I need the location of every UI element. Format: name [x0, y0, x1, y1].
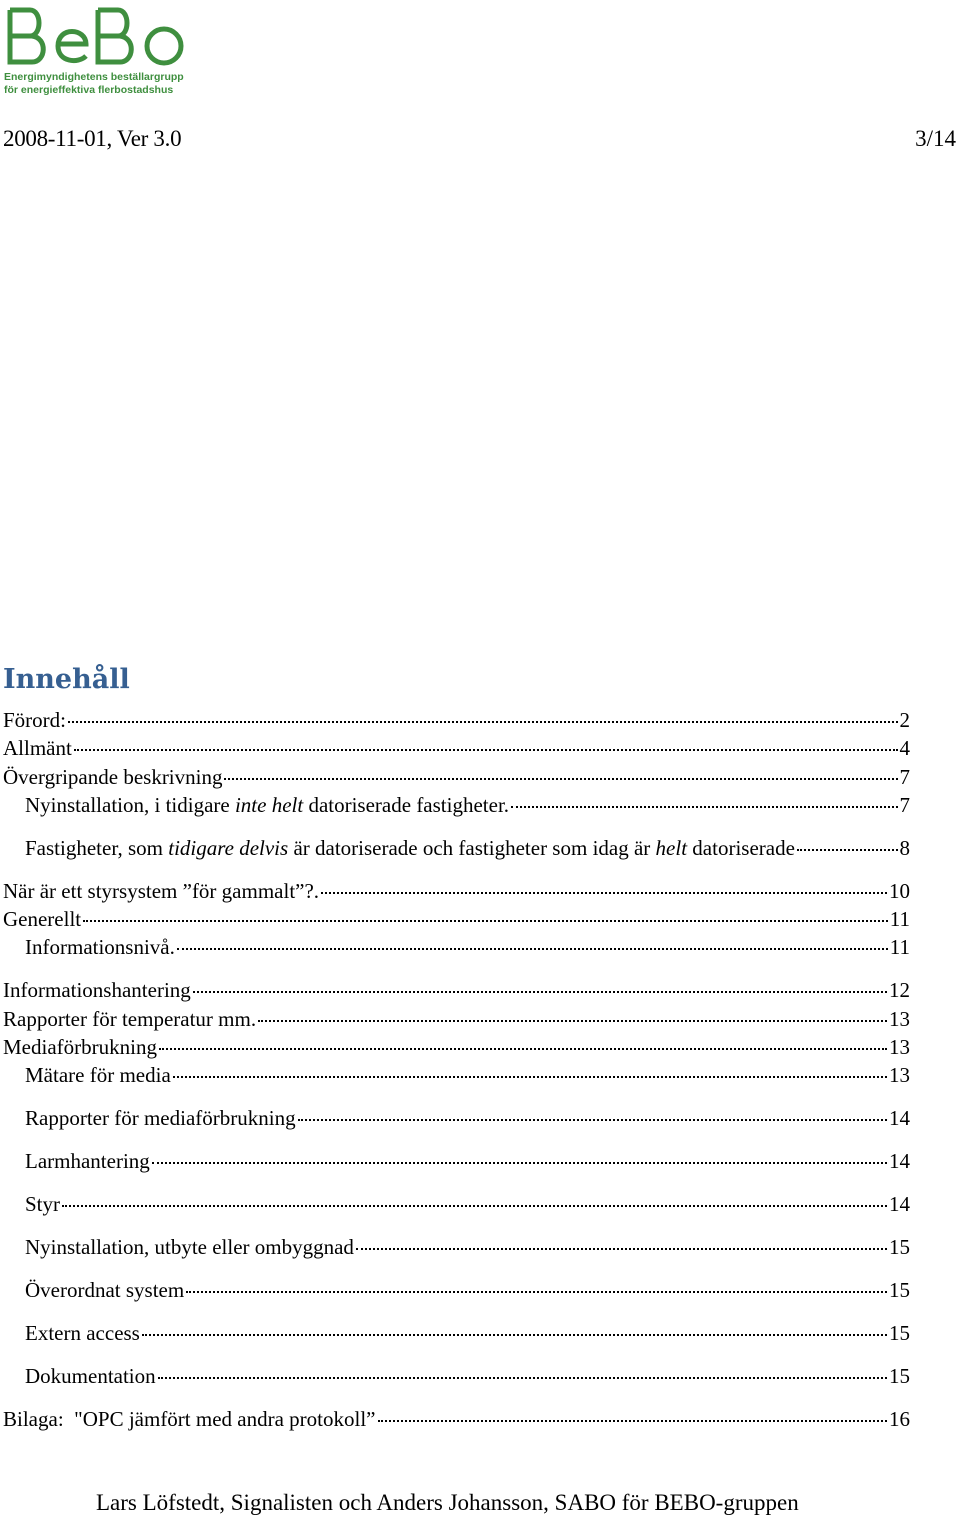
toc-dot-leader	[193, 991, 887, 993]
toc-entry-page: 15	[889, 1278, 910, 1302]
toc-entry-page: 14	[889, 1192, 910, 1216]
toc-entry-allmant[interactable]	[0, 735, 910, 761]
toc-entry-informationsniva[interactable]	[0, 934, 910, 960]
toc-dot-leader	[152, 1162, 887, 1164]
logo-tagline-1: Energimyndighetens beställargrupp	[4, 71, 184, 83]
toc-dot-leader	[62, 1205, 887, 1207]
toc-entry-text: Nyinstallation, utbyte eller ombyggnad	[25, 1235, 354, 1259]
toc-entry-nyinstallation-inte-helt[interactable]	[0, 792, 910, 818]
toc-entry-page: 7	[899, 793, 910, 817]
toc-dot-leader	[74, 749, 898, 751]
toc-entry-page: 14	[889, 1149, 910, 1173]
header-page-number: 3/14	[915, 126, 956, 151]
toc-entry-text: Larmhantering	[25, 1149, 150, 1173]
toc-entry-text: Generellt	[3, 907, 82, 931]
toc-title: Innehåll	[3, 664, 130, 695]
toc-dot-leader	[158, 1377, 887, 1379]
toc-entry-page: 13	[889, 1063, 910, 1087]
toc-dot-leader	[177, 948, 888, 950]
toc-entry-text: Överordnat system	[25, 1278, 185, 1302]
toc-entry-bilaga[interactable]	[0, 1406, 910, 1432]
toc-entry-rapporter-media[interactable]	[0, 1105, 910, 1131]
toc-dot-leader	[142, 1334, 887, 1336]
toc-entry-styr[interactable]	[0, 1191, 910, 1217]
toc-entry-text: Fastigheter, som tidigare delvis är datoriserade och fastigheter som idag är helt datoriserade	[25, 836, 795, 860]
toc-dot-leader	[68, 721, 898, 723]
toc-entry-nyinstallation-utbyte[interactable]	[0, 1234, 910, 1260]
toc-entry-overordnat-system[interactable]	[0, 1277, 910, 1303]
toc-dot-leader	[378, 1420, 888, 1422]
toc-entry-page: 2	[899, 708, 910, 732]
toc-entry-text: Informationshantering	[3, 978, 191, 1002]
toc-dot-leader	[321, 892, 887, 894]
toc-entry-page: 15	[889, 1364, 910, 1388]
toc-entry-page: 15	[889, 1321, 910, 1345]
toc-entry-page: 4	[899, 736, 910, 760]
toc-dot-leader	[298, 1119, 887, 1121]
logo-tagline-2: för energieffektiva flerbostadshus	[4, 84, 174, 96]
toc-entry-forord[interactable]	[0, 707, 910, 733]
toc-entry-page: 14	[889, 1106, 910, 1130]
toc-entry-page: 13	[889, 1035, 910, 1059]
toc-entry-page: 7	[899, 765, 910, 789]
toc-entry-generellt[interactable]	[0, 906, 910, 932]
toc-entry-text: Övergripande beskrivning	[3, 765, 223, 789]
toc-entry-text: Allmänt	[3, 736, 72, 760]
toc-entry-informationshantering[interactable]	[0, 977, 910, 1003]
toc-entry-text: Dokumentation	[25, 1364, 156, 1388]
toc-dot-leader	[173, 1076, 887, 1078]
toc-entry-rapporter-temperatur[interactable]	[0, 1006, 910, 1032]
toc-entry-page: 16	[889, 1407, 910, 1431]
toc-entry-page: 13	[889, 1007, 910, 1031]
toc-entry-text: Rapporter för mediaförbrukning	[25, 1106, 296, 1130]
toc-dot-leader	[186, 1291, 887, 1293]
toc-entry-mediaforbrukning[interactable]	[0, 1034, 910, 1060]
toc-entry-larmhantering[interactable]	[0, 1148, 910, 1174]
toc-entry-page: 11	[889, 935, 910, 959]
toc-entry-dokumentation[interactable]	[0, 1363, 910, 1389]
toc-entry-page: 15	[889, 1235, 910, 1259]
footer-authors: Lars Löfstedt, Signalisten och Anders Johansson, SABO för BEBO-gruppen	[96, 1490, 799, 1515]
toc-entry-text: Styr	[25, 1192, 61, 1216]
toc-dot-leader	[797, 849, 898, 851]
toc-entry-text: Mediaförbrukning	[3, 1035, 157, 1059]
toc-dot-leader	[258, 1020, 887, 1022]
toc-entry-text: Mätare för media	[25, 1063, 171, 1087]
toc-entry-overgripande[interactable]	[0, 764, 910, 790]
toc-dot-leader	[159, 1048, 887, 1050]
toc-entry-text: Bilaga: "OPC jämfört med andra protokoll”	[3, 1407, 376, 1431]
toc-dot-leader	[356, 1248, 887, 1250]
toc-entry-matare-for-media[interactable]	[0, 1062, 910, 1088]
toc-dot-leader	[224, 778, 897, 780]
toc-entry-extern-access[interactable]	[0, 1320, 910, 1346]
toc-entry-text: Rapporter för temperatur mm.	[3, 1007, 257, 1031]
toc-entry-text: Förord:	[3, 708, 66, 732]
toc-entry-text: Informationsnivå.	[25, 935, 175, 959]
toc-entry-for-gammalt[interactable]	[0, 878, 910, 904]
header-date-version: 2008-11-01, Ver 3.0	[3, 126, 182, 151]
toc-entry-text: Nyinstallation, i tidigare inte helt datoriserade fastigheter.	[25, 793, 510, 817]
toc-entry-fastigheter-delvis[interactable]	[0, 835, 910, 861]
toc-entry-page: 10	[889, 879, 910, 903]
toc-entry-text: Extern access	[25, 1321, 140, 1345]
toc-entry-page: 11	[889, 907, 910, 931]
toc-dot-leader	[83, 920, 888, 922]
toc-dot-leader	[511, 806, 897, 808]
toc-entry-text: När är ett styrsystem ”för gammalt”?.	[3, 879, 320, 903]
toc-entry-page: 8	[899, 836, 910, 860]
toc-entry-page: 12	[889, 978, 910, 1002]
